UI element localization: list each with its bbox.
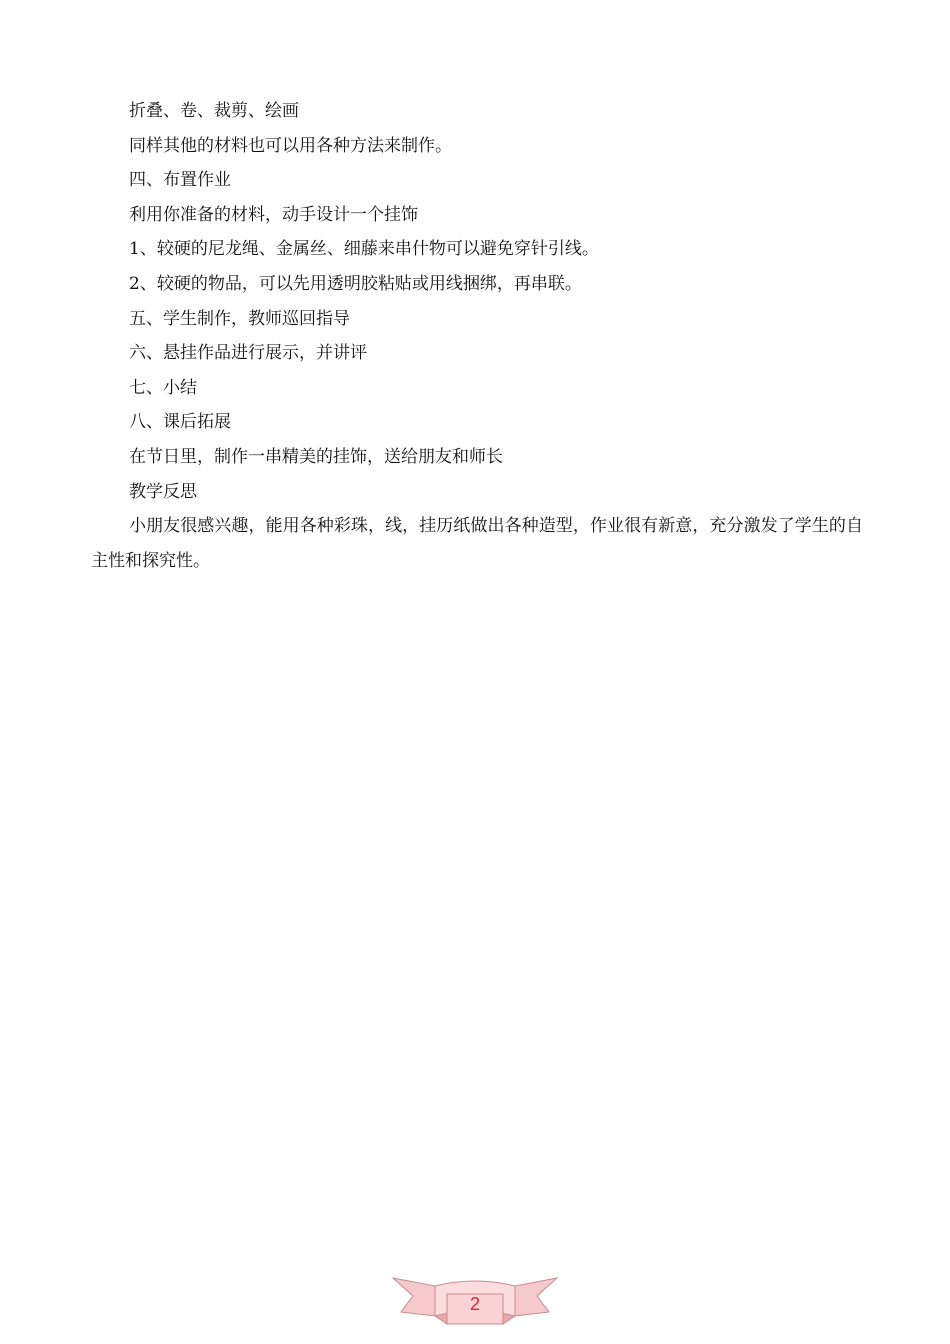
- text-line-11: 在节日里，制作一串精美的挂饰，送给朋友和师长: [129, 446, 503, 467]
- reflection-paragraph: 小朋友很感兴趣，能用各种彩珠，线，挂历纸做出各种造型，作业很有新意，充分激发了学生的自主性和探究性。: [91, 516, 863, 571]
- section-heading-display: 六、悬挂作品进行展示，并讲评: [129, 343, 367, 364]
- section-heading-assignment: 四、布置作业: [129, 170, 231, 191]
- text-line-1: 折叠、卷、裁剪、绘画: [129, 101, 299, 121]
- text-line-2: 同样其他的材料也可以用各种方法来制作。: [129, 135, 452, 156]
- section-heading-summary: 七、小结: [129, 377, 197, 398]
- document-body: [91, 94, 863, 578]
- section-heading-student-work: 五、学生制作，教师巡回指导: [129, 308, 350, 329]
- page-footer: [391, 1272, 559, 1328]
- list-item-2: 2、较硬的物品，可以先用透明胶粘贴或用线捆绑，再串联。: [129, 273, 582, 294]
- text-line-4: 利用你准备的材料，动手设计一个挂饰: [129, 204, 418, 225]
- section-heading-reflection: 教学反思: [129, 481, 197, 502]
- page-number: 2: [469, 1294, 480, 1314]
- ribbon-right-tail: [515, 1278, 557, 1316]
- ribbon-left-tail: [393, 1278, 435, 1316]
- list-item-1: 1、较硬的尼龙绳、金属丝、细藤来串什物可以避免穿针引线。: [129, 239, 599, 260]
- section-heading-extension: 八、课后拓展: [129, 412, 231, 433]
